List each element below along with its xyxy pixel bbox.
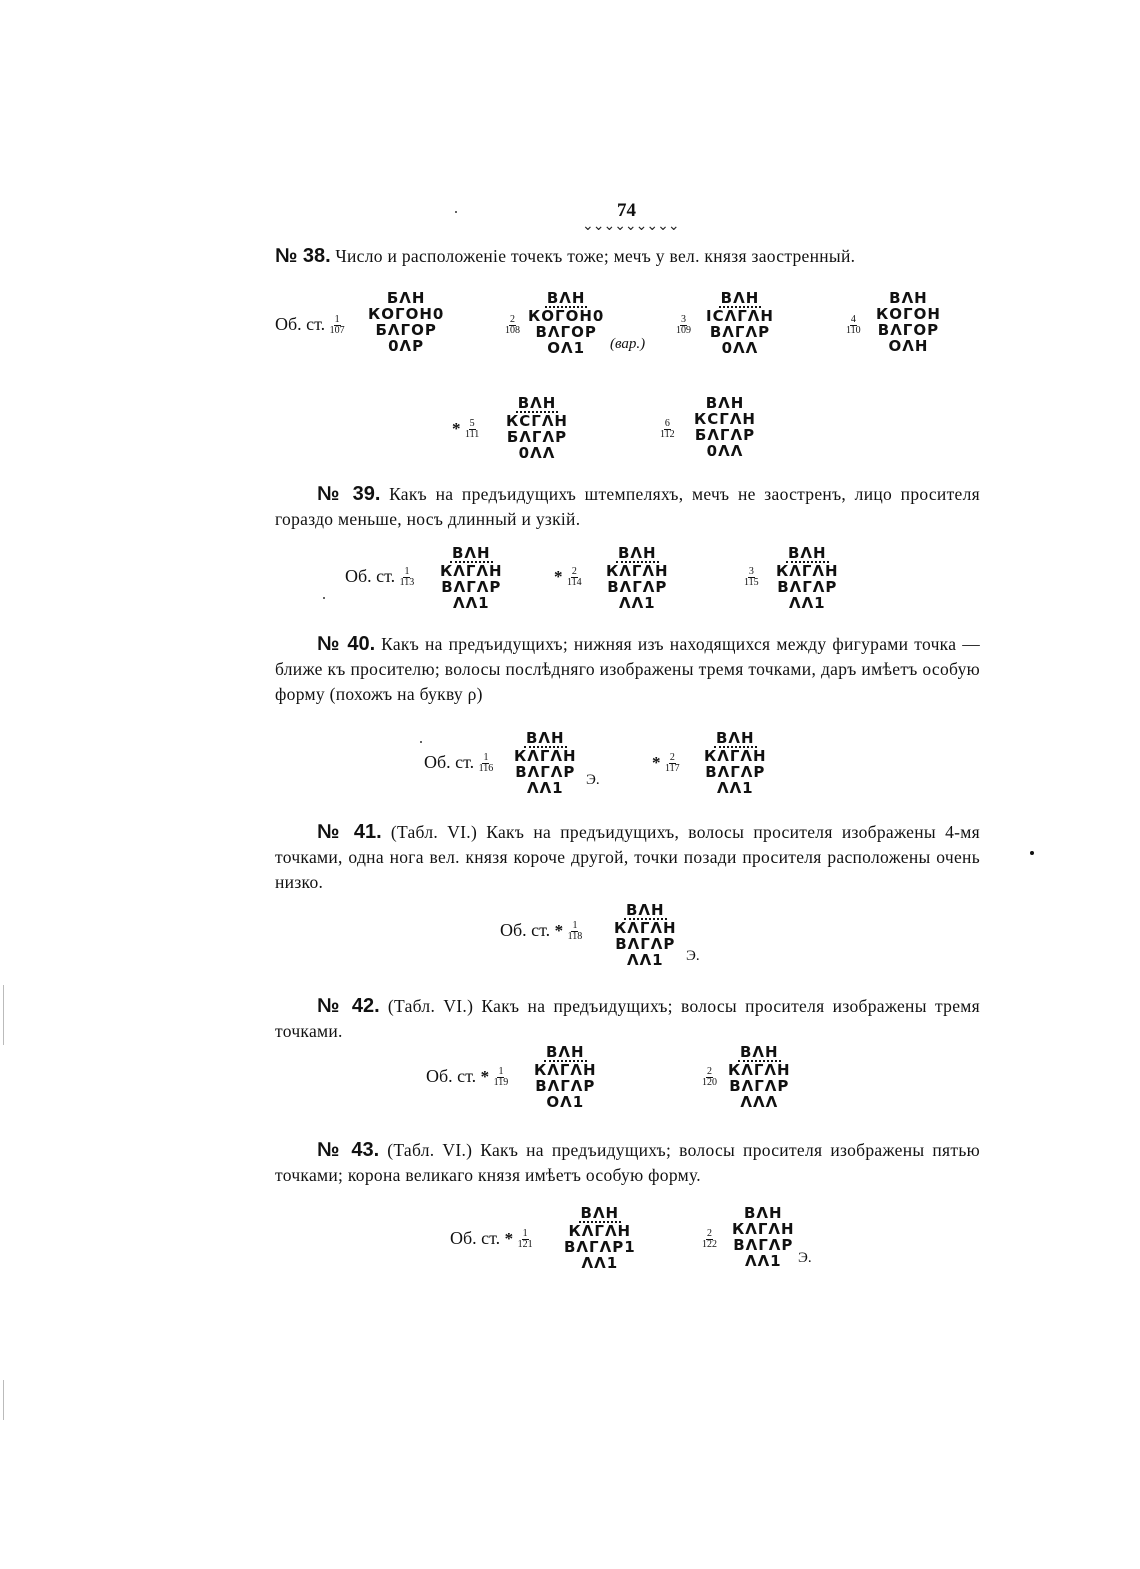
coin-legend: ВΛН ІСΛГΛН ВΛГΛР 0ΛΛ	[706, 289, 774, 357]
scan-edge-line	[3, 985, 4, 1045]
coin-legend: ВΛН КСГΛН БΛГΛР 0ΛΛ	[694, 394, 756, 460]
coin-label	[676, 314, 691, 336]
speck	[455, 211, 457, 213]
coin-legend: ВΛН КОГОН ВΛГОР ОΛН	[876, 289, 941, 355]
entry-text: (Табл. VI.) Какъ на предъидущихъ; волосы просителя изображены тремя точками.	[275, 996, 980, 1041]
entry-text: Число и расположеніе точекъ тоже; мечъ у вел. князя заостренный.	[335, 246, 856, 266]
speck	[323, 597, 325, 599]
coin-legend: ВΛН КΛГΛН ВΛГΛР ΛΛ1	[606, 544, 669, 612]
star-mark: *	[480, 1067, 490, 1086]
entry-number: № 38.	[275, 245, 331, 267]
obverse-label: Об. ст.	[426, 1066, 477, 1086]
coin-label	[702, 1228, 717, 1250]
catalog-fraction: $\frac{1}{118}$	[567, 920, 583, 943]
coin-legend: ВΛН КОГОН0 ВΛГОР ОΛ1	[528, 289, 605, 357]
obverse-label: Об. ст.	[275, 314, 326, 334]
scan-edge-line	[3, 1380, 4, 1420]
coin-label	[345, 566, 414, 588]
entry-number: № 40.	[317, 633, 376, 655]
obverse-label: Об. ст.	[424, 752, 475, 772]
entry-text: Какъ на предъидущихъ штемпеляхъ, мечъ не заостренъ, лицо просителя гораздо меньше, носъ длинный и узкій.	[275, 484, 980, 529]
coin-label	[450, 1228, 533, 1250]
star-mark: *	[652, 753, 661, 772]
coin-legend: ВΛН КΛГΛН ВΛГΛР1 ΛΛ1	[564, 1204, 636, 1272]
coin-label	[744, 566, 759, 588]
hermitage-mark: Э.	[586, 772, 600, 788]
catalog-fraction: $\frac{1}{107}$	[329, 314, 345, 337]
page-number-ornament: ⌄⌄⌄⌄⌄⌄⌄⌄⌄	[582, 219, 679, 234]
entry-40	[275, 632, 980, 707]
entry-number: № 42.	[317, 995, 380, 1017]
coin-legend: ВΛН КΛГΛН ВΛГΛР ΛΛ1	[614, 901, 677, 969]
entry-41	[275, 820, 980, 895]
obverse-label: Об. ст.	[345, 566, 396, 586]
entry-text: (Табл. VI.) Какъ на предъидущихъ, волосы просителя изображены 4-мя точками, одна нога вел. князя короче другой, точки позади просителя расположены очень низко.	[275, 822, 981, 892]
catalog-fraction: $\frac{2}{117}$	[665, 752, 680, 775]
entry-number: № 43.	[317, 1139, 380, 1161]
catalog-fraction: $\frac{6}{112}$	[660, 418, 675, 441]
coin-label	[702, 1066, 717, 1088]
coin-legend: ВΛН КΛГΛН ВΛГΛР ΛΛ1	[776, 544, 839, 612]
coin-label	[452, 418, 479, 440]
coin-label	[660, 418, 675, 440]
coin-label	[846, 314, 861, 336]
star-mark: *	[554, 567, 563, 586]
star-mark: *	[504, 1229, 514, 1248]
entry-38	[275, 244, 975, 269]
coin-label	[500, 920, 582, 942]
speck	[420, 741, 422, 743]
obverse-label: Об. ст.	[500, 920, 551, 940]
star-mark: *	[554, 921, 564, 940]
hermitage-mark: Э.	[798, 1250, 812, 1266]
entry-number: № 41.	[317, 821, 382, 843]
coin-legend: ВΛН КΛГΛН ВΛГΛР ОΛ1	[534, 1043, 597, 1111]
variant-note: (вар.)	[610, 336, 646, 352]
coin-label	[652, 752, 680, 774]
coin-legend: ВΛН КΛГΛН ВΛГΛР ΛΛ1	[440, 544, 503, 612]
catalog-fraction: $\frac{1}{119}$	[493, 1066, 509, 1089]
catalog-fraction: $\frac{4}{110}$	[846, 314, 861, 337]
entry-number: № 39.	[317, 483, 381, 505]
catalog-fraction: $\frac{2}{114}$	[567, 566, 582, 589]
catalog-fraction: $\frac{3}{109}$	[676, 314, 691, 337]
entry-42	[275, 994, 980, 1044]
catalog-fraction: $\frac{1}{113}$	[399, 566, 415, 589]
coin-label	[275, 314, 345, 336]
coin-legend: ВΛН КΛГΛН ВΛГΛР ΛΛΛ	[728, 1043, 791, 1111]
catalog-fraction: $\frac{5}{111}$	[465, 418, 480, 441]
entry-43	[275, 1138, 980, 1188]
entry-39	[275, 482, 980, 532]
catalog-fraction: $\frac{1}{116}$	[478, 752, 494, 775]
coin-label	[424, 752, 493, 774]
catalog-fraction: $\frac{3}{115}$	[744, 566, 759, 589]
coin-legend: ВΛН КΛГΛН ВΛГΛР ΛΛ1	[704, 729, 767, 797]
entry-text: (Табл. VI.) Какъ на предъидущихъ; волосы просителя изображены пятью точками; корона великаго князя имѣетъ особую форму.	[275, 1140, 980, 1185]
coin-legend: ВΛН КΛГΛН ВΛГΛР ΛΛ1	[732, 1204, 795, 1270]
coin-legend: БΛН КОГОН0 БΛГОР 0ΛР	[368, 289, 445, 355]
hermitage-mark: Э.	[686, 948, 700, 964]
coin-legend: ВΛН КСГΛН БΛГΛР 0ΛΛ	[506, 394, 568, 462]
speck	[1030, 851, 1034, 855]
coin-label	[426, 1066, 508, 1088]
obverse-label: Об. ст.	[450, 1228, 501, 1248]
catalog-fraction: $\frac{2}{120}$	[702, 1066, 717, 1089]
page-number: 74	[617, 200, 636, 221]
coin-label	[505, 314, 520, 336]
catalog-fraction: $\frac{2}{122}$	[702, 1228, 717, 1251]
entry-text: Какъ на предъидущихъ; нижняя изъ находящихся между фигурами точка — ближе къ просителю; волосы послѣдняго изображены тремя точками, даръ имѣетъ особую форму (похожъ на букву ρ)	[275, 634, 980, 704]
catalog-fraction: $\frac{2}{108}$	[505, 314, 520, 337]
coin-legend: ВΛН КΛГΛН ВΛГΛР ΛΛ1	[514, 729, 577, 797]
star-mark: *	[452, 419, 461, 438]
coin-label	[554, 566, 582, 588]
catalog-fraction: $\frac{1}{121}$	[517, 1228, 533, 1251]
